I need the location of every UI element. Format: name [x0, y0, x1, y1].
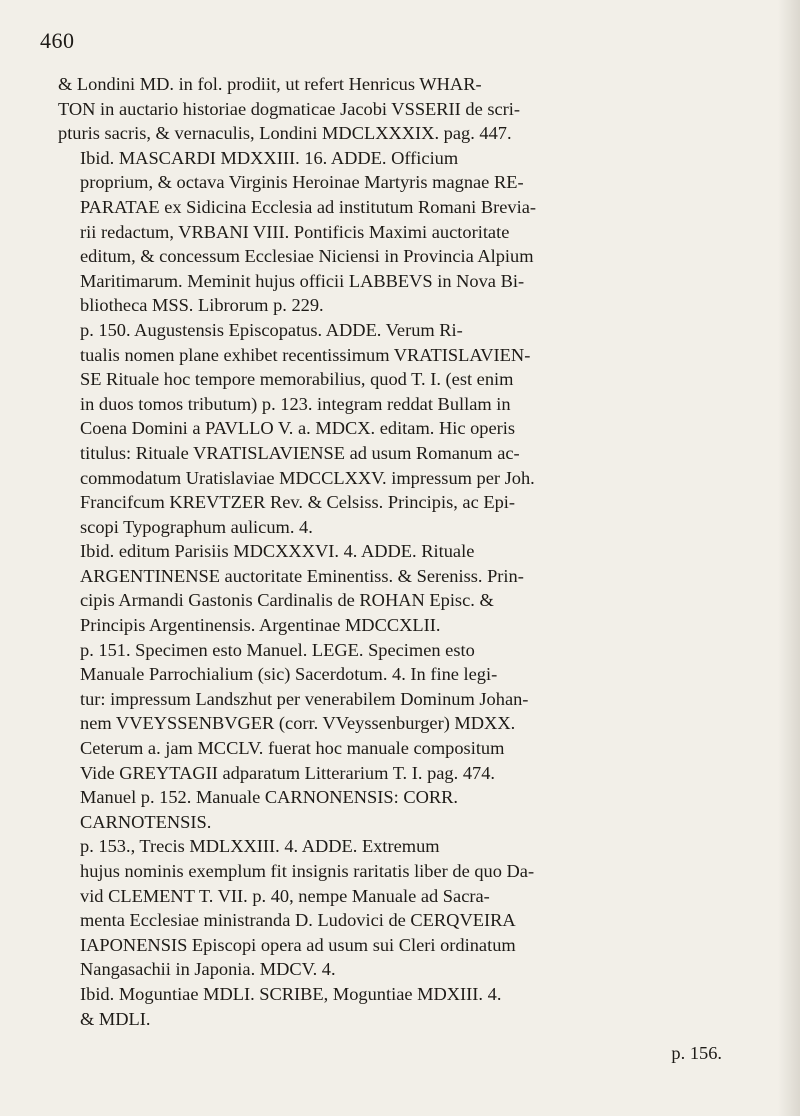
text-line: PARATAE ex Sidicina Ecclesia ad institutum Romani Brevia-: [80, 196, 537, 217]
text-line: pturis sacris, & vernaculis, Londini MDCLXXXIX. pag. 447.: [58, 123, 512, 144]
text-line: tur: impressum Landszhut per venerabilem Dominum Johan-: [80, 688, 529, 709]
text-line: Maritimarum. Meminit hujus officii LABBEVS in Nova Bi-: [80, 270, 525, 291]
text-line: Ibid. Moguntiae MDLI. SCRIBE, Moguntiae MDXIII. 4.: [80, 983, 502, 1004]
text-line: Manuel p. 152. Manuale CARNONENSIS: CORR.: [80, 787, 459, 808]
text-line: Ibid. editum Parisiis MDCXXXVI. 4. ADDE. Rituale: [80, 541, 475, 562]
text-line: vid CLEMENT T. VII. p. 40, nempe Manuale ad Sacra-: [80, 885, 490, 906]
text-line: SE Rituale hoc tempore memorabilius, quod T. I. (est enim: [80, 369, 514, 390]
text-line: nem VVEYSSENBVGER (corr. VVeyssenburger) MDXX.: [80, 713, 516, 734]
text-line: Vide GREYTAGII adparatum Litterarium T. I. pag. 474.: [80, 762, 496, 783]
text-line: scopi Typographum aulicum. 4.: [80, 516, 313, 537]
text-line: IAPONENSIS Episcopi opera ad usum sui Cleri ordinatum: [80, 934, 516, 955]
text-line: Manuale Parrochialium (sic) Sacerdotum. 4. In fine legi-: [80, 664, 498, 685]
text-line: Principis Argentinensis. Argentinae MDCCXLII.: [80, 615, 441, 636]
text-line: menta Ecclesiae ministranda D. Ludovici de CERQVEIRA: [80, 910, 516, 931]
entry-p153: [58, 834, 770, 982]
text-line: editum, & concessum Ecclesiae Niciensi in Provincia Alpium: [80, 246, 534, 267]
text-line: CARNOTENSIS.: [80, 811, 212, 832]
text-line: titulus: Rituale VRATISLAVIENSE ad usum Romanum ac-: [80, 442, 520, 463]
text-line: Ceterum a. jam MCCLV. fuerat hoc manuale compositum: [80, 738, 505, 759]
entry-p151: [58, 638, 770, 835]
text-line: Nangasachii in Japonia. MDCV. 4.: [80, 959, 336, 980]
text-line: cipis Armandi Gastonis Cardinalis de ROHAN Episc. &: [80, 590, 494, 611]
entry-londini: [58, 72, 770, 146]
entry-mascardi: [58, 146, 770, 318]
text-line: tualis nomen plane exhibet recentissimum VRATISLAVIEN-: [80, 344, 531, 365]
text-line: p. 151. Specimen esto Manuel. LEGE. Specimen esto: [80, 639, 475, 660]
text-line: proprium, & octava Virginis Heroinae Martyris magnae RE-: [80, 172, 524, 193]
text-line: & MDLI.: [80, 1008, 151, 1029]
text-line: p. 150. Augustensis Episcopatus. ADDE. Verum Ri-: [80, 319, 463, 340]
text-line: & Londini MD. in fol. prodiit, ut refert Henricus WHAR-: [58, 74, 482, 94]
entry-p150: [58, 318, 770, 539]
page-body: [58, 72, 770, 1066]
text-line: p. 153., Trecis MDLXXIII. 4. ADDE. Extremum: [80, 836, 440, 857]
catchword: p. 156.: [671, 1043, 722, 1064]
text-line: rii redactum, VRBANI VIII. Pontificis Maximi auctoritate: [80, 221, 510, 242]
entry-moguntiae: [58, 982, 770, 1031]
text-line: Francifcum KREVTZER Rev. & Celsiss. Principis, ac Epi-: [80, 492, 516, 513]
text-line: bliotheca MSS. Librorum p. 229.: [80, 295, 324, 316]
text-line: ARGENTINENSE auctoritate Eminentiss. & Sereniss. Prin-: [80, 565, 524, 586]
text-line: Coena Domini a PAVLLO V. a. MDCX. editam. Hic operis: [80, 418, 516, 439]
text-line: hujus nominis exemplum fit insignis raritatis liber de quo Da-: [80, 861, 535, 881]
text-line: Ibid. MASCARDI MDXXIII. 16. ADDE. Officium: [80, 147, 459, 168]
text-line: in duos tomos tributum) p. 123. integram reddat Bullam in: [80, 393, 511, 414]
page-edge-shadow: [778, 0, 800, 1116]
text-line: commodatum Uratislaviae MDCCLXXV. impressum per Joh.: [80, 467, 535, 488]
page-number: 460: [40, 28, 75, 53]
text-line: TON in auctario historiae dogmaticae Jacobi VSSERII de scri-: [58, 98, 521, 119]
entry-parisiis: [58, 539, 770, 637]
